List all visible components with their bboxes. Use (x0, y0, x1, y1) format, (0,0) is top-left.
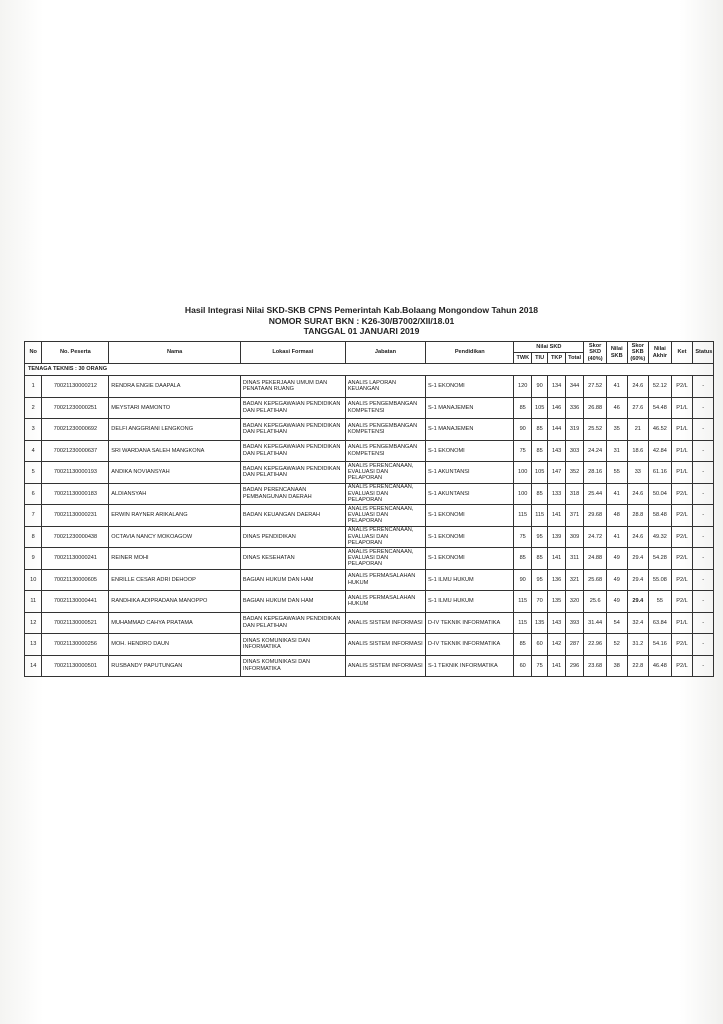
cell-skb-score: 33 (627, 462, 649, 484)
cell-tkp: 143 (548, 440, 565, 462)
cell-ket: P2/L (671, 569, 693, 591)
cell-skd-score: 25.44 (584, 483, 607, 505)
cell-tkp: 146 (548, 397, 565, 419)
cell-status: - (693, 634, 714, 656)
col-tiu: TIU (531, 353, 547, 364)
cell-final: 55.08 (649, 569, 672, 591)
cell-status: - (693, 612, 714, 634)
cell-name: RANDHIKA ADIPRADANA MANOPPO (109, 591, 241, 613)
cell-total: 296 (565, 655, 584, 677)
cell-no: 8 (25, 526, 42, 548)
cell-no: 5 (25, 462, 42, 484)
cell-tkp: 141 (548, 548, 565, 570)
cell-status: - (693, 419, 714, 441)
cell-total: 318 (565, 483, 584, 505)
cell-position: ANALIS PENGEMBANGAN KOMPETENSI (345, 440, 425, 462)
cell-location: DINAS PENDIDIKAN (240, 526, 345, 548)
cell-skb: 48 (606, 505, 627, 527)
cell-location: BADAN KEPEGAWAIAN PENDIDIKAN DAN PELATIHAN (240, 419, 345, 441)
col-skb: Nilai SKB (606, 342, 627, 364)
cell-participant: 70021130000183 (42, 483, 109, 505)
cell-status: - (693, 526, 714, 548)
cell-name: DELFI ANGGRIANI LENGKONG (109, 419, 241, 441)
cell-skd-score: 23.68 (584, 655, 607, 677)
cell-location: BAGIAN HUKUM DAN HAM (240, 591, 345, 613)
col-no: No (25, 342, 42, 364)
table-row (25, 376, 714, 398)
cell-location: BADAN KEPEGAWAIAN PENDIDIKAN DAN PELATIHAN (240, 612, 345, 634)
cell-skd-score: 27.52 (584, 376, 607, 398)
cell-total: 352 (565, 462, 584, 484)
cell-final: 54.28 (649, 548, 672, 570)
cell-skd-score: 28.16 (584, 462, 607, 484)
cell-position: ANALIS PENGEMBANGAN KOMPETENSI (345, 419, 425, 441)
cell-ket: P2/L (671, 483, 693, 505)
cell-education: S-1 EKONOMI (426, 376, 514, 398)
cell-position: ANALIS SISTEM INFORMASI (345, 655, 425, 677)
table-row (25, 397, 714, 419)
cell-name: RENDRA ENGIE DAAPALA (109, 376, 241, 398)
cell-skb: 31 (606, 440, 627, 462)
cell-location: BAGIAN HUKUM DAN HAM (240, 569, 345, 591)
cell-no: 7 (25, 505, 42, 527)
cell-location: BADAN PERENCANAAN PEMBANGUNAN DAERAH (240, 483, 345, 505)
col-ket: Ket (671, 342, 693, 364)
table-row (25, 569, 714, 591)
cell-status: - (693, 397, 714, 419)
table-row (25, 591, 714, 613)
cell-skb-score: 32.4 (627, 612, 649, 634)
cell-education: S-1 TEKNIK INFORMATIKA (426, 655, 514, 677)
table-row (25, 526, 714, 548)
cell-participant: 70021130000256 (42, 634, 109, 656)
cell-education: S-1 EKONOMI (426, 526, 514, 548)
cell-final: 42.84 (649, 440, 672, 462)
cell-tiu: 85 (531, 483, 547, 505)
cell-no: 13 (25, 634, 42, 656)
cell-status: - (693, 462, 714, 484)
cell-tkp: 133 (548, 483, 565, 505)
cell-skb-score: 24.6 (627, 376, 649, 398)
cell-participant: 70021230000637 (42, 440, 109, 462)
cell-final: 46.52 (649, 419, 672, 441)
cell-tiu: 115 (531, 505, 547, 527)
cell-ket: P2/L (671, 591, 693, 613)
cell-location: DINAS KESEHATAN (240, 548, 345, 570)
cell-total: 303 (565, 440, 584, 462)
cell-education: D-IV TEKNIK INFORMATIKA (426, 612, 514, 634)
cell-tkp: 135 (548, 591, 565, 613)
cell-tiu: 85 (531, 440, 547, 462)
cell-education: S-1 ILMU HUKUM (426, 569, 514, 591)
cell-total: 311 (565, 548, 584, 570)
cell-name: MOH. HENDRO DAUN (109, 634, 241, 656)
cell-participant: 70021130000193 (42, 462, 109, 484)
table-row (25, 462, 714, 484)
cell-total: 393 (565, 612, 584, 634)
cell-skb: 54 (606, 612, 627, 634)
col-education: Pendidikan (426, 342, 514, 364)
cell-name: MEYSTARI MAMONTO (109, 397, 241, 419)
col-status: Status (693, 342, 714, 364)
cell-twk: 75 (514, 440, 531, 462)
cell-status: - (693, 591, 714, 613)
cell-final: 49.32 (649, 526, 672, 548)
cell-skb: 41 (606, 376, 627, 398)
cell-ket: P1/L (671, 462, 693, 484)
cell-tiu: 75 (531, 655, 547, 677)
cell-final: 52.12 (649, 376, 672, 398)
document-header (0, 305, 723, 337)
cell-education: S-1 MANAJEMEN (426, 397, 514, 419)
cell-name: ERWIN RAYNER ARIKALANG (109, 505, 241, 527)
cell-tiu: 95 (531, 569, 547, 591)
cell-status: - (693, 505, 714, 527)
cell-ket: P2/L (671, 526, 693, 548)
cell-tkp: 142 (548, 634, 565, 656)
cell-tiu: 85 (531, 419, 547, 441)
cell-location: BADAN KEPEGAWAIAN PENDIDIKAN DAN PELATIHAN (240, 397, 345, 419)
col-location: Lokasi Formasi (240, 342, 345, 364)
cell-skb: 46 (606, 397, 627, 419)
cell-skb-score: 27.6 (627, 397, 649, 419)
cell-participant: 70021130000231 (42, 505, 109, 527)
cell-participant: 70021130000605 (42, 569, 109, 591)
col-twk: TWK (514, 353, 531, 364)
cell-tkp: 147 (548, 462, 565, 484)
cell-skb: 49 (606, 569, 627, 591)
table-row (25, 440, 714, 462)
cell-tiu: 70 (531, 591, 547, 613)
cell-position: ANALIS SISTEM INFORMASI (345, 612, 425, 634)
cell-participant: 70021130000501 (42, 655, 109, 677)
cell-skb: 55 (606, 462, 627, 484)
cell-total: 371 (565, 505, 584, 527)
cell-skd-score: 24.88 (584, 548, 607, 570)
cell-participant: 70021230000438 (42, 526, 109, 548)
cell-education: S-1 EKONOMI (426, 440, 514, 462)
cell-no: 11 (25, 591, 42, 613)
cell-skb: 49 (606, 548, 627, 570)
results-table (24, 341, 714, 677)
cell-final: 55 (649, 591, 672, 613)
cell-twk: 85 (514, 634, 531, 656)
col-skd-group: Nilai SKD (514, 342, 584, 353)
cell-skd-score: 24.24 (584, 440, 607, 462)
cell-participant: 70021130000241 (42, 548, 109, 570)
cell-location: BADAN KEUANGAN DAERAH (240, 505, 345, 527)
cell-skd-score: 25.52 (584, 419, 607, 441)
cell-skb-score: 21 (627, 419, 649, 441)
cell-twk: 100 (514, 462, 531, 484)
cell-skd-score: 22.96 (584, 634, 607, 656)
cell-position: ANALIS PERENCANAAN, EVALUASI DAN PELAPORAN (345, 462, 425, 484)
cell-total: 319 (565, 419, 584, 441)
cell-participant: 70021230000251 (42, 397, 109, 419)
cell-position: ANALIS PERENCANAAN, EVALUASI DAN PELAPORAN (345, 505, 425, 527)
cell-skd-score: 25.6 (584, 591, 607, 613)
cell-no: 9 (25, 548, 42, 570)
cell-no: 1 (25, 376, 42, 398)
cell-name: REINER MOHI (109, 548, 241, 570)
cell-name: RUSBANDY PAPUTUNGAN (109, 655, 241, 677)
letter-date: TANGGAL 01 JANUARI 2019 (303, 326, 420, 336)
cell-skb: 49 (606, 591, 627, 613)
cell-tiu: 135 (531, 612, 547, 634)
cell-no: 10 (25, 569, 42, 591)
cell-tkp: 136 (548, 569, 565, 591)
cell-ket: P2/L (671, 655, 693, 677)
cell-skd-score: 25.68 (584, 569, 607, 591)
cell-skd-score: 31.44 (584, 612, 607, 634)
group-label: TENAGA TEKNIS : 30 ORANG (25, 364, 714, 376)
cell-location: DINAS KOMUNIKASI DAN INFORMATIKA (240, 634, 345, 656)
cell-final: 46.48 (649, 655, 672, 677)
cell-tiu: 105 (531, 397, 547, 419)
cell-tiu: 90 (531, 376, 547, 398)
cell-no: 4 (25, 440, 42, 462)
table-row (25, 483, 714, 505)
cell-skb-score: 24.6 (627, 526, 649, 548)
cell-participant: 70021130000521 (42, 612, 109, 634)
cell-name: SRI WARDANA SALEH MANGKONA (109, 440, 241, 462)
cell-twk: 85 (514, 397, 531, 419)
col-skb-score: Skor SKB (60%) (627, 342, 649, 364)
cell-twk: 75 (514, 526, 531, 548)
table-row (25, 419, 714, 441)
col-name: Nama (109, 342, 241, 364)
table-row (25, 548, 714, 570)
col-skd-score: Skor SKD (40%) (584, 342, 607, 364)
cell-education: S-1 ILMU HUKUM (426, 591, 514, 613)
cell-name: MUHAMMAD CAHYA PRATAMA (109, 612, 241, 634)
cell-skb: 52 (606, 634, 627, 656)
document-title: Hasil Integrasi Nilai SKD-SKB CPNS Pemerintah Kab.Bolaang Mongondow Tahun 2018 (184, 305, 539, 315)
cell-skb: 41 (606, 483, 627, 505)
cell-tkp: 141 (548, 505, 565, 527)
cell-no: 12 (25, 612, 42, 634)
cell-education: S-1 AKUNTANSI (426, 462, 514, 484)
cell-name: OCTAVIA NANCY MOKOAGOW (109, 526, 241, 548)
cell-skd-score: 24.72 (584, 526, 607, 548)
cell-tiu: 85 (531, 548, 547, 570)
cell-final: 58.48 (649, 505, 672, 527)
cell-total: 344 (565, 376, 584, 398)
cell-participant: 70021130000441 (42, 591, 109, 613)
cell-final: 61.16 (649, 462, 672, 484)
cell-status: - (693, 483, 714, 505)
cell-education: S-1 MANAJEMEN (426, 419, 514, 441)
table-row (25, 612, 714, 634)
cell-final: 63.84 (649, 612, 672, 634)
cell-skb-score: 28.8 (627, 505, 649, 527)
cell-twk: 115 (514, 505, 531, 527)
cell-skb-score: 22.8 (627, 655, 649, 677)
cell-status: - (693, 569, 714, 591)
cell-skb-score: 24.6 (627, 483, 649, 505)
cell-ket: P2/L (671, 505, 693, 527)
cell-position: ANALIS PERMASALAHAN HUKUM (345, 591, 425, 613)
cell-skd-score: 29.68 (584, 505, 607, 527)
cell-skb-score: 18.6 (627, 440, 649, 462)
cell-total: 309 (565, 526, 584, 548)
cell-twk: 60 (514, 655, 531, 677)
cell-ket: P2/L (671, 548, 693, 570)
cell-status: - (693, 376, 714, 398)
cell-position: ANALIS PERENCANAAN, EVALUASI DAN PELAPORAN (345, 526, 425, 548)
cell-final: 50.04 (649, 483, 672, 505)
cell-status: - (693, 440, 714, 462)
cell-twk: 115 (514, 591, 531, 613)
table-row (25, 655, 714, 677)
cell-skb: 38 (606, 655, 627, 677)
cell-total: 321 (565, 569, 584, 591)
cell-status: - (693, 655, 714, 677)
cell-no: 2 (25, 397, 42, 419)
cell-tkp: 143 (548, 612, 565, 634)
cell-twk: 115 (514, 612, 531, 634)
cell-name: ANDIKA NOVIANSYAH (109, 462, 241, 484)
cell-tkp: 144 (548, 419, 565, 441)
cell-twk: 90 (514, 569, 531, 591)
cell-skb-score: 29.4 (627, 591, 649, 613)
cell-participant: 70021130000212 (42, 376, 109, 398)
table-row (25, 505, 714, 527)
cell-ket: P1/L (671, 612, 693, 634)
cell-twk: 120 (514, 376, 531, 398)
cell-skb-score: 29.4 (627, 569, 649, 591)
cell-skb: 35 (606, 419, 627, 441)
cell-no: 6 (25, 483, 42, 505)
cell-name: ALDIANSYAH (109, 483, 241, 505)
cell-education: D-IV TEKNIK INFORMATIKA (426, 634, 514, 656)
cell-position: ANALIS PERENCANAAN, EVALUASI DAN PELAPORAN (345, 483, 425, 505)
cell-status: - (693, 548, 714, 570)
cell-tiu: 95 (531, 526, 547, 548)
cell-ket: P1/L (671, 397, 693, 419)
cell-skb-score: 31.2 (627, 634, 649, 656)
cell-ket: P2/L (671, 376, 693, 398)
cell-ket: P1/L (671, 440, 693, 462)
cell-location: BADAN KEPEGAWAIAN PENDIDIKAN DAN PELATIHAN (240, 440, 345, 462)
cell-education: S-1 EKONOMI (426, 505, 514, 527)
cell-participant: 70021230000692 (42, 419, 109, 441)
cell-twk: 85 (514, 548, 531, 570)
cell-position: ANALIS LAPORAN KEUANGAN (345, 376, 425, 398)
cell-position: ANALIS PERMASALAHAN HUKUM (345, 569, 425, 591)
cell-total: 336 (565, 397, 584, 419)
cell-twk: 100 (514, 483, 531, 505)
cell-final: 54.48 (649, 397, 672, 419)
cell-tkp: 141 (548, 655, 565, 677)
cell-final: 54.16 (649, 634, 672, 656)
col-total: Total (565, 353, 584, 364)
col-tkp: TKP (548, 353, 565, 364)
cell-no: 3 (25, 419, 42, 441)
cell-tkp: 134 (548, 376, 565, 398)
cell-skd-score: 26.88 (584, 397, 607, 419)
cell-tiu: 60 (531, 634, 547, 656)
letter-number: NOMOR SURAT BKN : K26-30/B7002/XII/18.01 (268, 315, 455, 326)
cell-education: S-1 EKONOMI (426, 548, 514, 570)
cell-location: DINAS PEKERJAAN UMUM DAN PENATAAN RUANG (240, 376, 345, 398)
cell-location: BADAN KEPEGAWAIAN PENDIDIKAN DAN PELATIHAN (240, 462, 345, 484)
table-row (25, 634, 714, 656)
cell-tiu: 105 (531, 462, 547, 484)
col-participant: No. Peserta (42, 342, 109, 364)
cell-skb: 41 (606, 526, 627, 548)
cell-skb-score: 29.4 (627, 548, 649, 570)
cell-position: ANALIS SISTEM INFORMASI (345, 634, 425, 656)
col-position: Jabatan (345, 342, 425, 364)
cell-position: ANALIS PERENCANAAN, EVALUASI DAN PELAPORAN (345, 548, 425, 570)
col-final: Nilai Akhir (649, 342, 672, 364)
cell-total: 287 (565, 634, 584, 656)
cell-location: DINAS KOMUNIKASI DAN INFORMATIKA (240, 655, 345, 677)
cell-tkp: 139 (548, 526, 565, 548)
cell-ket: P1/L (671, 419, 693, 441)
cell-no: 14 (25, 655, 42, 677)
cell-total: 320 (565, 591, 584, 613)
cell-education: S-1 AKUNTANSI (426, 483, 514, 505)
cell-ket: P2/L (671, 634, 693, 656)
cell-position: ANALIS PENGEMBANGAN KOMPETENSI (345, 397, 425, 419)
cell-name: ENRILLE CESAR ADRI DEHOOP (109, 569, 241, 591)
cell-twk: 90 (514, 419, 531, 441)
